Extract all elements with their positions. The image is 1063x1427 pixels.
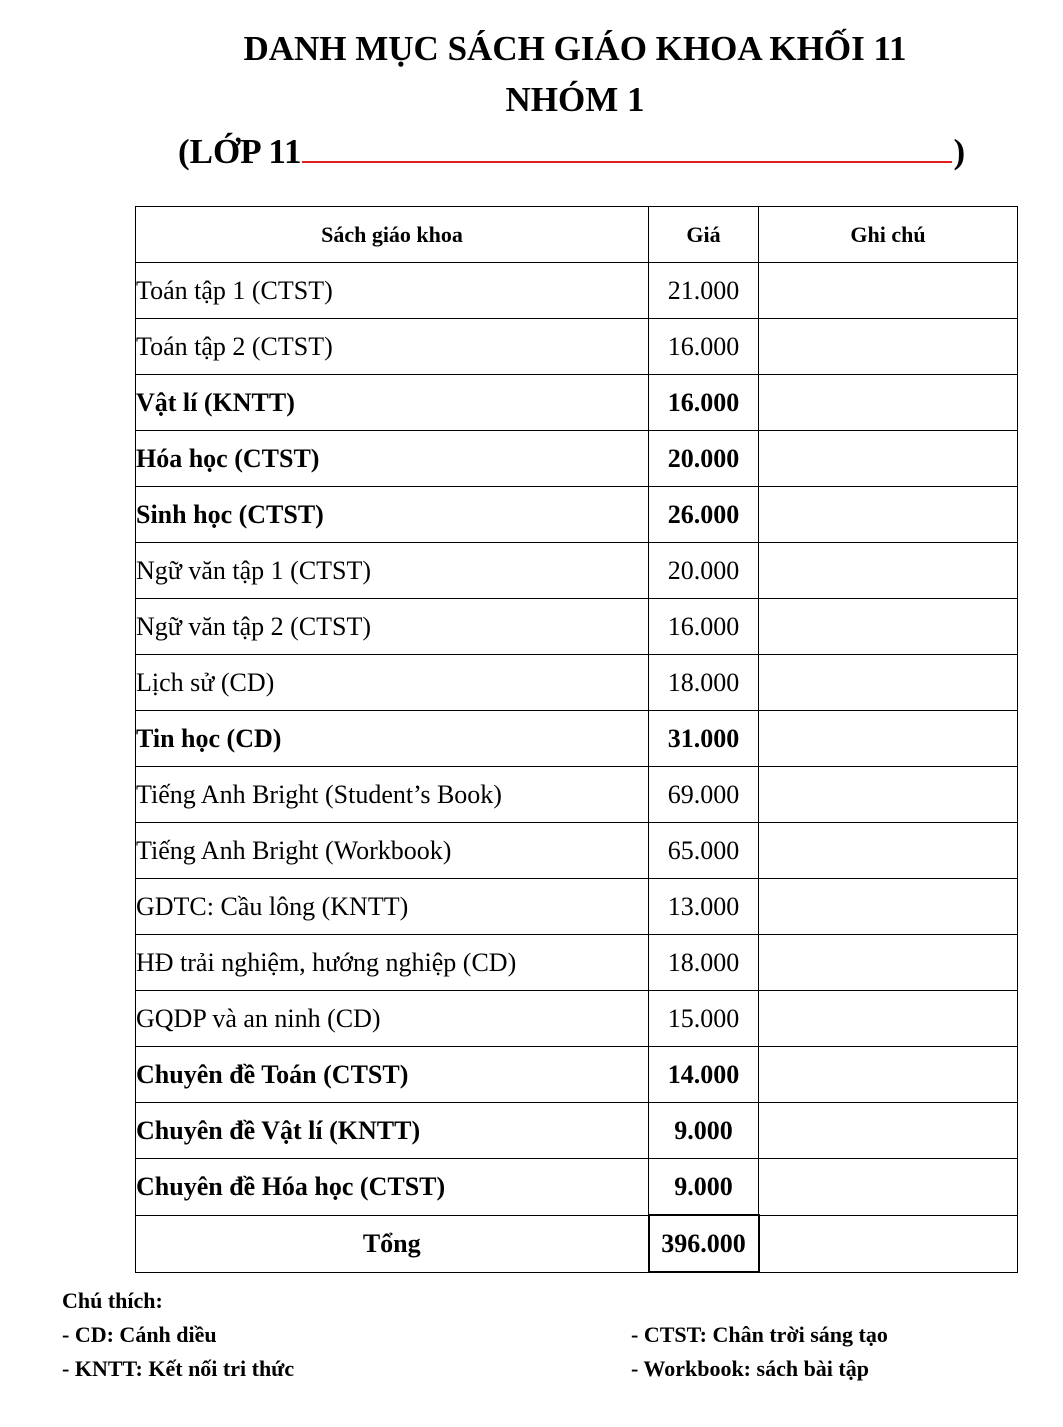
page-subtitle: NHÓM 1 bbox=[505, 80, 645, 119]
book-price: 16.000 bbox=[649, 319, 759, 375]
book-name: Chuyên đề Toán (CTST) bbox=[136, 1047, 649, 1103]
book-name: Ngữ văn tập 1 (CTST) bbox=[136, 543, 649, 599]
book-note bbox=[759, 543, 1018, 599]
table-row bbox=[136, 655, 1018, 711]
book-name: Tiếng Anh Bright (Student’s Book) bbox=[136, 767, 649, 823]
book-note bbox=[759, 1159, 1018, 1216]
textbook-table bbox=[135, 206, 1018, 1273]
legend-heading: Chú thích: bbox=[62, 1288, 163, 1313]
book-name: GDTC: Cầu lông (KNTT) bbox=[136, 879, 649, 935]
class-prefix: (LỚP 11 bbox=[178, 132, 302, 171]
book-price: 20.000 bbox=[649, 431, 759, 487]
book-price: 16.000 bbox=[649, 375, 759, 431]
book-price: 20.000 bbox=[649, 543, 759, 599]
book-price: 13.000 bbox=[649, 879, 759, 935]
legend-cd: - CD: Cánh diều bbox=[62, 1322, 217, 1347]
table-row bbox=[136, 935, 1018, 991]
legend-workbook: - Workbook: sách bài tập bbox=[631, 1356, 869, 1381]
book-note bbox=[759, 711, 1018, 767]
book-price: 16.000 bbox=[649, 599, 759, 655]
table-row bbox=[136, 991, 1018, 1047]
book-price: 21.000 bbox=[649, 263, 759, 319]
book-price: 31.000 bbox=[649, 711, 759, 767]
book-price: 9.000 bbox=[649, 1159, 759, 1216]
book-name: Vật lí (KNTT) bbox=[136, 375, 649, 431]
book-name: Toán tập 1 (CTST) bbox=[136, 263, 649, 319]
book-note bbox=[759, 655, 1018, 711]
book-note bbox=[759, 487, 1018, 543]
class-fill-line[interactable] bbox=[302, 127, 952, 163]
table-row bbox=[136, 263, 1018, 319]
book-name: Chuyên đề Vật lí (KNTT) bbox=[136, 1103, 649, 1159]
book-note bbox=[759, 375, 1018, 431]
table-row bbox=[136, 487, 1018, 543]
book-note bbox=[759, 1047, 1018, 1103]
table-row bbox=[136, 599, 1018, 655]
legend-ctst: - CTST: Chân trời sáng tạo bbox=[631, 1322, 888, 1347]
class-line bbox=[178, 127, 965, 174]
total-price: 396.000 bbox=[649, 1215, 759, 1272]
total-label: Tổng bbox=[136, 1215, 649, 1272]
table-row bbox=[136, 711, 1018, 767]
book-note bbox=[759, 263, 1018, 319]
book-name: Chuyên đề Hóa học (CTST) bbox=[136, 1159, 649, 1216]
book-price: 26.000 bbox=[649, 487, 759, 543]
book-price: 9.000 bbox=[649, 1103, 759, 1159]
book-name: Lịch sử (CD) bbox=[136, 655, 649, 711]
class-suffix: ) bbox=[953, 132, 966, 171]
header-book: Sách giáo khoa bbox=[136, 207, 649, 263]
book-note bbox=[759, 879, 1018, 935]
page-title: DANH MỤC SÁCH GIÁO KHOA KHỐI 11 bbox=[243, 29, 907, 68]
book-note bbox=[759, 319, 1018, 375]
table-row bbox=[136, 375, 1018, 431]
table-row bbox=[136, 879, 1018, 935]
book-note bbox=[759, 935, 1018, 991]
total-row bbox=[136, 1215, 1018, 1272]
header-note: Ghi chú bbox=[759, 207, 1018, 263]
book-note bbox=[759, 1103, 1018, 1159]
total-note bbox=[759, 1215, 1018, 1272]
book-name: Tin học (CD) bbox=[136, 711, 649, 767]
book-name: HĐ trải nghiệm, hướng nghiệp (CD) bbox=[136, 935, 649, 991]
book-note bbox=[759, 767, 1018, 823]
book-price: 18.000 bbox=[649, 655, 759, 711]
book-note bbox=[759, 991, 1018, 1047]
table-row bbox=[136, 543, 1018, 599]
book-name: Toán tập 2 (CTST) bbox=[136, 319, 649, 375]
book-price: 15.000 bbox=[649, 991, 759, 1047]
table-row bbox=[136, 1103, 1018, 1159]
table-row bbox=[136, 767, 1018, 823]
table-row bbox=[136, 319, 1018, 375]
book-note bbox=[759, 431, 1018, 487]
book-name: Tiếng Anh Bright (Workbook) bbox=[136, 823, 649, 879]
book-name: Hóa học (CTST) bbox=[136, 431, 649, 487]
table-body bbox=[136, 263, 1018, 1216]
table-row bbox=[136, 1159, 1018, 1216]
table-header-row bbox=[136, 207, 1018, 263]
book-name: Sinh học (CTST) bbox=[136, 487, 649, 543]
book-price: 65.000 bbox=[649, 823, 759, 879]
book-name: GQDP và an ninh (CD) bbox=[136, 991, 649, 1047]
book-name: Ngữ văn tập 2 (CTST) bbox=[136, 599, 649, 655]
book-note bbox=[759, 599, 1018, 655]
book-price: 14.000 bbox=[649, 1047, 759, 1103]
legend-kntt: - KNTT: Kết nối tri thức bbox=[62, 1356, 295, 1381]
table-row bbox=[136, 431, 1018, 487]
table-row bbox=[136, 823, 1018, 879]
header-price: Giá bbox=[649, 207, 759, 263]
table-row bbox=[136, 1047, 1018, 1103]
book-price: 69.000 bbox=[649, 767, 759, 823]
book-price: 18.000 bbox=[649, 935, 759, 991]
book-note bbox=[759, 823, 1018, 879]
